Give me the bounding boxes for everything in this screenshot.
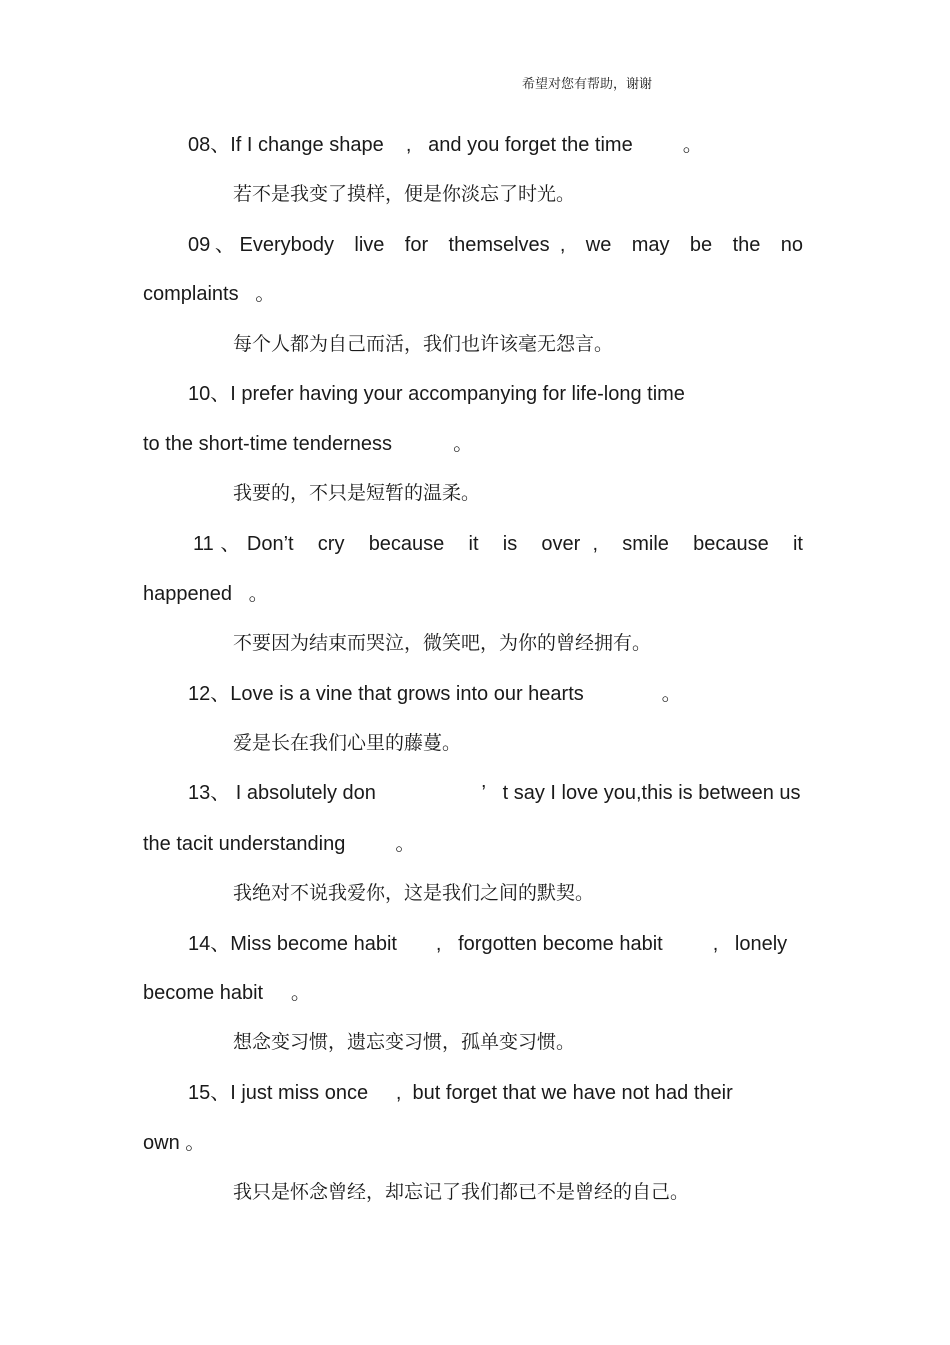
- entry-11-english-line-1: 11、Don’t cry because it is over , smile because it: [193, 533, 803, 555]
- entry-12-chinese: 爱是长在我们心里的藤蔓。: [233, 732, 462, 754]
- entry-11-english-line-2: happened 。: [143, 583, 269, 605]
- entry-08-chinese: 若不是我变了摸样，便是你淡忘了时光。: [233, 183, 576, 205]
- entry-10-english-line-1: 10、I prefer having your accompanying for life-long time: [188, 383, 685, 405]
- entry-09-english-line-2: complaints 。: [143, 283, 276, 305]
- entry-14-english-line-1: 14、Miss become habit , forgotten become habit , lonely: [188, 933, 788, 955]
- entry-08-english-line-1: 08、If I change shape , and you forget the time 。: [188, 134, 703, 156]
- entry-10-english-line-2: to the short-time tenderness 。: [143, 433, 474, 455]
- entry-13-chinese: 我绝对不说我爱你，这是我们之间的默契。: [233, 882, 595, 904]
- entry-15-english-line-2: own 。: [143, 1132, 206, 1154]
- entry-13-english-line-1: 13、 I absolutely don ’ t say I love you,this is between us: [188, 782, 801, 804]
- entry-12-english-line-1: 12、Love is a vine that grows into our hearts 。: [188, 683, 682, 705]
- entry-13-english-line-2: the tacit understanding 。: [143, 833, 416, 855]
- entry-09-chinese: 每个人都为自己而活，我们也许该毫无怨言。: [233, 333, 614, 355]
- entry-14-chinese: 想念变习惯，遗忘变习惯，孤单变习惯。: [233, 1031, 576, 1053]
- entry-15-chinese: 我只是怀念曾经，却忘记了我们都已不是曾经的自己。: [233, 1181, 690, 1203]
- entry-10-chinese: 我要的，不只是短暂的温柔。: [233, 482, 481, 504]
- entry-15-english-line-1: 15、I just miss once , but forget that we have not had their: [188, 1082, 733, 1104]
- entry-11-chinese: 不要因为结束而哭泣，微笑吧，为你的曾经拥有。: [233, 632, 652, 654]
- page-header: 希望对您有帮助，谢谢: [522, 77, 653, 92]
- entry-09-english-line-1: 09、Everybody live for themselves , we may be the no: [188, 234, 803, 256]
- entry-14-english-line-2: become habit 。: [143, 982, 311, 1004]
